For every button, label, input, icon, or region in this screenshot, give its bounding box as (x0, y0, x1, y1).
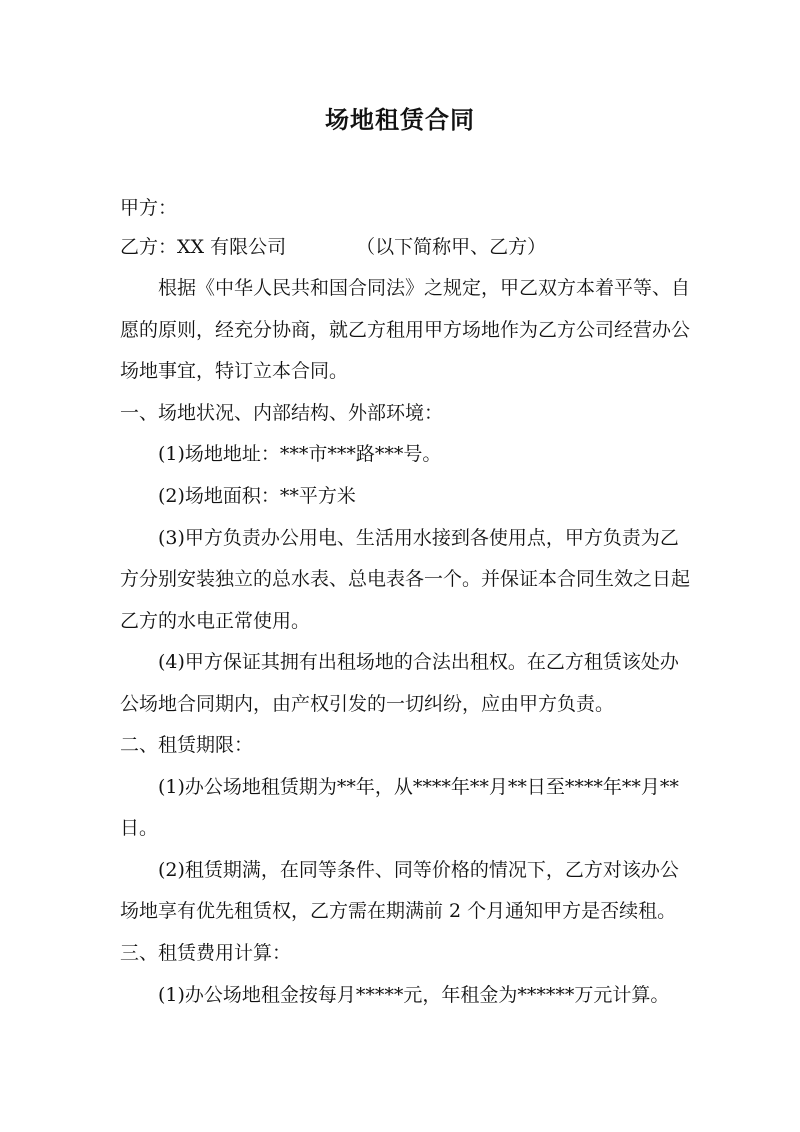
party-b-line (120, 235, 700, 259)
site-address: (1)场地地址：***市***路***号。 (158, 443, 442, 465)
utilities-clause-line: 方分别安装独立的总水表、总电表各一个。并保证本合同生效之日起 (120, 568, 691, 590)
site-area: (2)场地面积：**平方米 (158, 485, 356, 507)
lease-term-line: (1)办公场地租赁期为**年，从****年**月**日至****年**月** (158, 776, 679, 798)
abbreviation-note: （以下简称甲、乙方） (356, 236, 547, 258)
ownership-clause-line: (4)甲方保证其拥有出租场地的合法出租权。在乙方租赁该处办 (158, 651, 679, 673)
preamble-line: 愿的原则，经充分协商，就乙方租用甲方场地作为乙方公司经营办公 (120, 319, 691, 341)
utilities-clause-line: (3)甲方负责办公用电、生活用水接到各使用点，甲方负责为乙 (158, 527, 679, 549)
utilities-clause-line: 乙方的水电正常使用。 (120, 610, 311, 632)
document-title: 场地租赁合同 (325, 105, 475, 134)
section-1-heading: 一、场地状况、内部结构、外部环境： (120, 402, 444, 424)
party-a-line: 甲方： (120, 197, 178, 219)
renewal-clause-line: (2)租赁期满，在同等条件、同等价格的情况下，乙方对该办公 (158, 859, 679, 881)
section-3-heading: 三、租赁费用计算： (120, 942, 292, 964)
renewal-clause-line: 场地享有优先租赁权，乙方需在期满前 2 个月通知甲方是否续租。 (120, 900, 677, 922)
rent-clause: (1)办公场地租金按每月*****元，年租金为******万元计算。 (158, 984, 670, 1006)
party-b-text: 乙方：XX 有限公司 (120, 236, 287, 258)
preamble-line: 根据《中华人民共和国合同法》之规定，甲乙双方本着平等、自 (158, 277, 691, 299)
ownership-clause-line: 公场地合同期内，由产权引发的一切纠纷，应由甲方负责。 (120, 693, 615, 715)
lease-term-line: 日。 (120, 817, 159, 839)
section-2-heading: 二、租赁期限： (120, 734, 254, 756)
preamble-line: 场地事宜，特订立本合同。 (120, 360, 349, 382)
